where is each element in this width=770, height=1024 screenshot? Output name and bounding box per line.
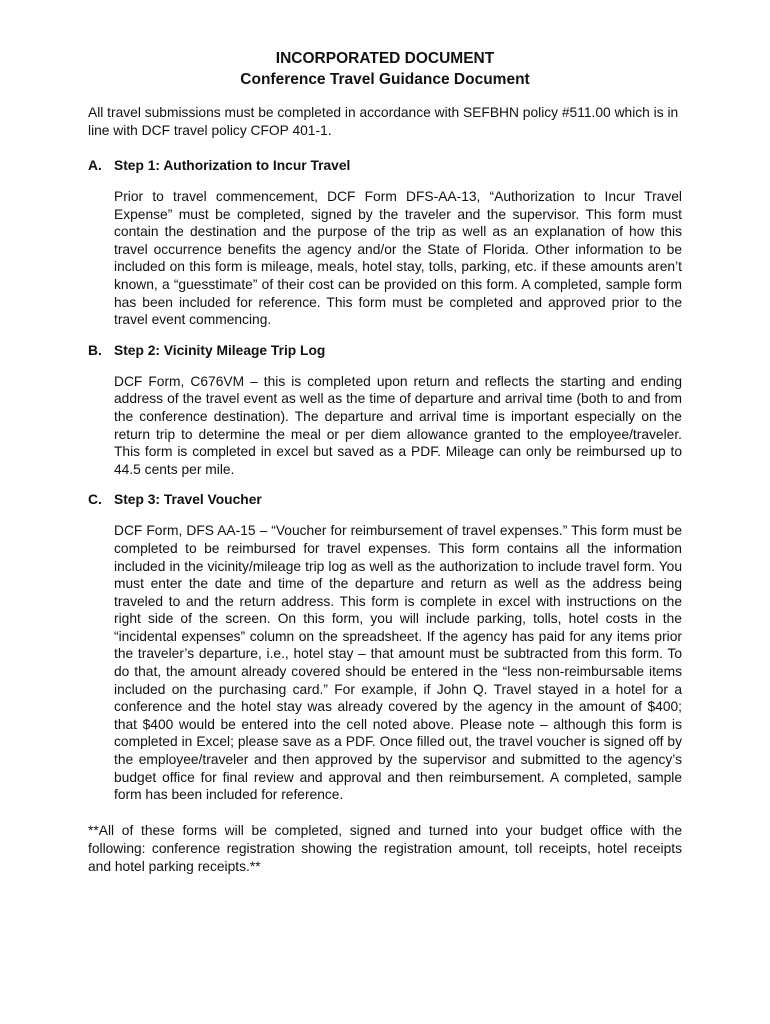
section-title: Step 2: Vicinity Mileage Trip Log — [114, 342, 326, 358]
section-letter: A. — [88, 158, 102, 173]
document-title — [88, 48, 682, 90]
section-body: Prior to travel commencement, DCF Form DFS-AA-13, “Authorization to Incur Travel Expense” must be completed, signed by the traveler and the supervisor. This form must contain the destination and the purpose of the trip as well as an explanation of how this travel occurrence benefits the agency and/or the State of Florida. Other information to be included on this form is mileage, meals, hotel stay, tolls, parking, etc. if these amounts aren’t known, a “guesstimate” of their cost can be provided on this form. A completed, sample form has been included for reference. This form must be completed and approved prior to the travel event commencing. — [114, 189, 682, 328]
section-letter: B. — [88, 342, 102, 358]
section-body: DCF Form, DFS AA-15 – “Voucher for reimbursement of travel expenses.” This form must be completed to be reimbursed for travel expenses. This form contains all the information included in the vicinity/mileage trip log as well as the authorization to include travel form. You must enter the date and time of the departure and return as well as the address being traveled to and the return address. This form is complete in excel with instructions on the right side of the screen. On this form, you will include parking, tolls, hotel costs in the “incidental expenses” column on the spreadsheet. If the agency has paid for any items prior the traveler’s departure, i.e., hotel stay – that amount must be subtracted from this form. To do that, the amount already covered should be entered in the “less non-reimbursable items included on the purchasing card.” For example, if John Q. Travel stayed in a hotel for a conference and the hotel stay was already covered by the agency in the amount of $400; that $400 would be entered into the cell noted above. Please note – although this form is completed in Excel; please save as a PDF. Once filled out, the travel voucher is signed off by the employee/traveler and then approved by the supervisor and submitted to the agency’s budget office for final review and approval and then reimbursement. A completed, sample form has been included for reference. — [114, 523, 682, 803]
section-body: DCF Form, C676VM – this is completed upon return and reflects the starting and ending address of the travel event as well as the time of departure and arrival time (both to and from the conference destination). The departure and arrival time is important especially on the return trip to determine the meal or per diem allowance granted to the employee/traveler. This form is completed in excel but saved as a PDF. Mileage can only be reimbursed up to 44.5 cents per mile. — [114, 373, 682, 477]
section-title: Step 1: Authorization to Incur Travel — [114, 158, 351, 173]
section-heading — [88, 491, 682, 509]
closing-note: **All of these forms will be completed, signed and turned into your budget office with the following: conference registration showing the registration amount, toll receipts, hotel receipts and hotel parking receipts.** — [88, 822, 682, 874]
title-line-2: Conference Travel Guidance Document — [240, 71, 530, 88]
section-letter: C. — [88, 492, 102, 508]
section-step-3 — [88, 491, 682, 804]
intro-paragraph: All travel submissions must be completed in accordance with SEFBHN policy #511.00 which is in line with DCF travel policy CFOP 401-1. — [88, 105, 679, 138]
section-heading — [88, 342, 682, 360]
title-line-1: INCORPORATED DOCUMENT — [275, 50, 495, 67]
section-step-2 — [88, 342, 682, 479]
section-title: Step 3: Travel Voucher — [114, 492, 262, 508]
section-heading — [88, 157, 682, 175]
section-step-1 — [88, 157, 682, 329]
